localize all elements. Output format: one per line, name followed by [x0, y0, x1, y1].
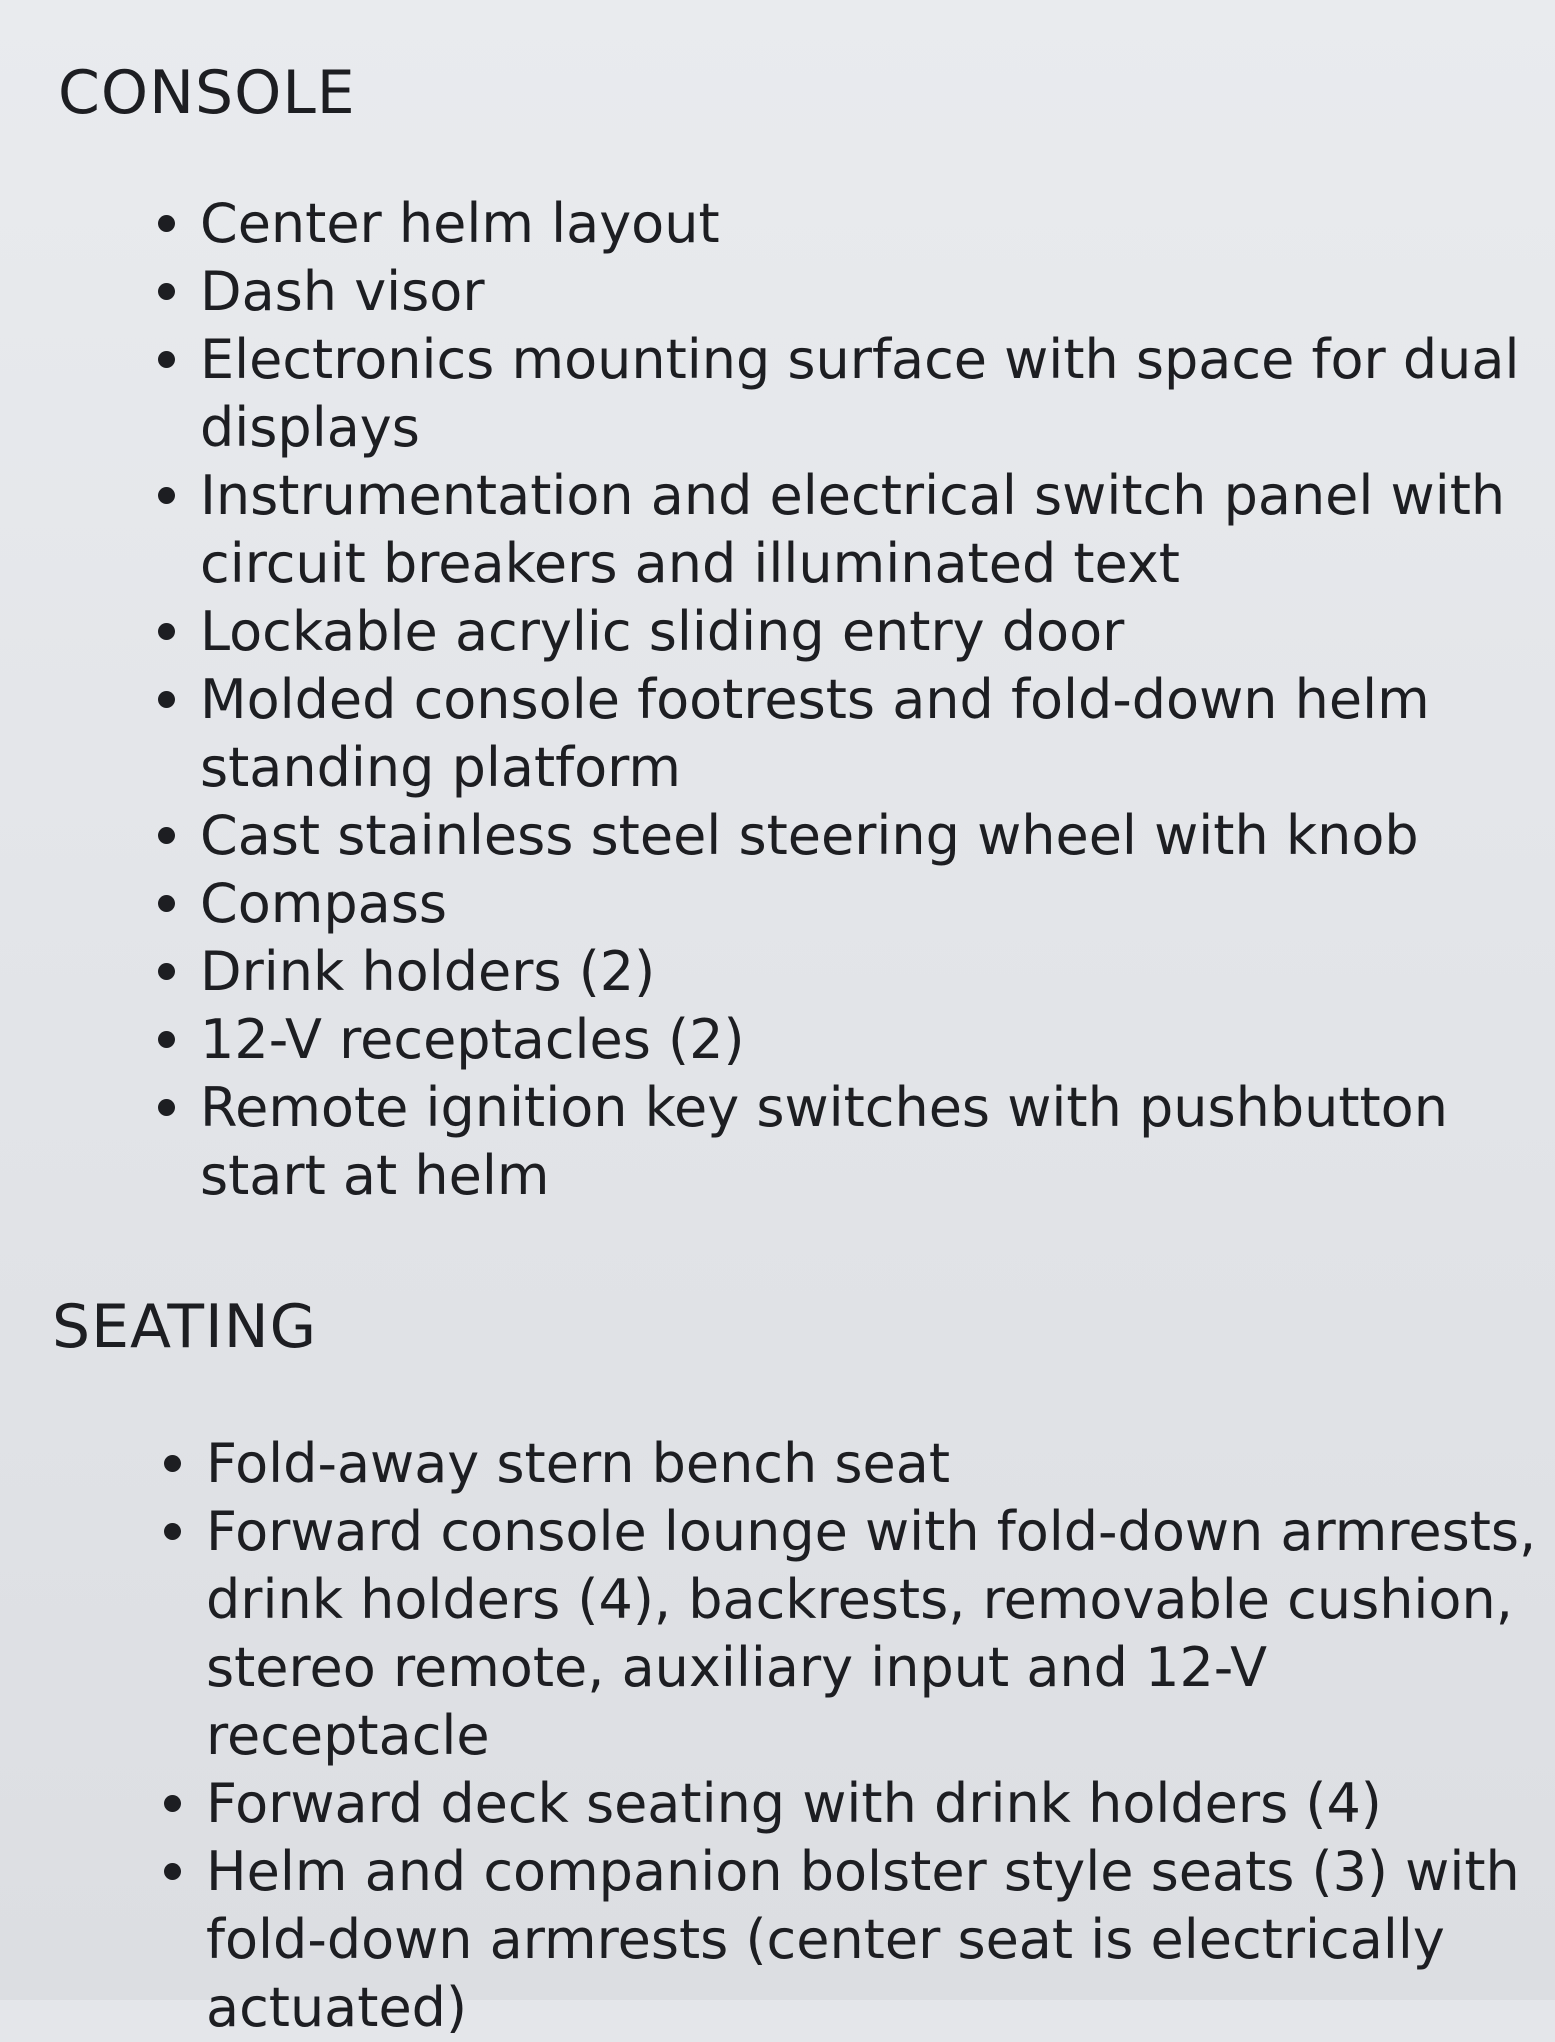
list-item-text: Fold-away stern bench seat [206, 1432, 951, 1495]
list-item [152, 666, 1532, 802]
list-item-text: Center helm layout [200, 192, 720, 255]
section-heading-console: CONSOLE [58, 58, 356, 128]
list-item [152, 1074, 1532, 1210]
list-item-text: Cast stainless steel steering wheel with knob [200, 804, 1419, 867]
list-item-text: Lockable acrylic sliding entry door [200, 600, 1125, 663]
list-item [152, 870, 1532, 938]
list-item [152, 1006, 1532, 1074]
seating-feature-list [158, 1430, 1538, 2042]
bullet-icon [158, 283, 175, 300]
bullet-icon [158, 623, 175, 640]
bullet-icon [164, 1523, 181, 1540]
bullet-icon [158, 895, 175, 912]
list-item-text: Electronics mounting surface with space for dual displays [200, 328, 1520, 459]
console-feature-list [152, 190, 1532, 1210]
bullet-icon [158, 351, 175, 368]
list-item [152, 190, 1532, 258]
bullet-icon [158, 215, 175, 232]
bullet-icon [158, 1031, 175, 1048]
bullet-icon [158, 487, 175, 504]
list-item-text: Molded console footrests and fold-down helm standing platform [200, 668, 1430, 799]
list-item [152, 598, 1532, 666]
list-item-text: Helm and companion bolster style seats (3) with fold-down armrests (center seat is electrically actuated) [206, 1840, 1520, 2039]
list-item-text: Drink holders (2) [200, 940, 656, 1003]
bullet-icon [164, 1863, 181, 1880]
list-item-text: Instrumentation and electrical switch panel with circuit breakers and illuminated text [200, 464, 1506, 595]
list-item [158, 1838, 1538, 2042]
section-heading-seating: SEATING [52, 1292, 318, 1362]
bullet-icon [164, 1795, 181, 1812]
list-item [158, 1430, 1538, 1498]
bullet-icon [158, 691, 175, 708]
bullet-icon [158, 963, 175, 980]
bullet-icon [158, 827, 175, 844]
list-item-text: Forward console lounge with fold-down armrests, drink holders (4), backrests, removable cushion, stereo remote, auxiliary input and 12-V receptacle [206, 1500, 1537, 1767]
list-item [158, 1770, 1538, 1838]
list-item-text: Dash visor [200, 260, 485, 323]
bullet-icon [158, 1099, 175, 1116]
list-item [158, 1498, 1538, 1770]
list-item-text: Remote ignition key switches with pushbutton start at helm [200, 1076, 1448, 1207]
list-item-text: Compass [200, 872, 447, 935]
bullet-icon [164, 1455, 181, 1472]
list-item [152, 326, 1532, 462]
list-item [152, 802, 1532, 870]
list-item [152, 938, 1532, 1006]
list-item-text: 12-V receptacles (2) [200, 1008, 745, 1071]
list-item-text: Forward deck seating with drink holders (4) [206, 1772, 1382, 1835]
list-item [152, 462, 1532, 598]
list-item [152, 258, 1532, 326]
